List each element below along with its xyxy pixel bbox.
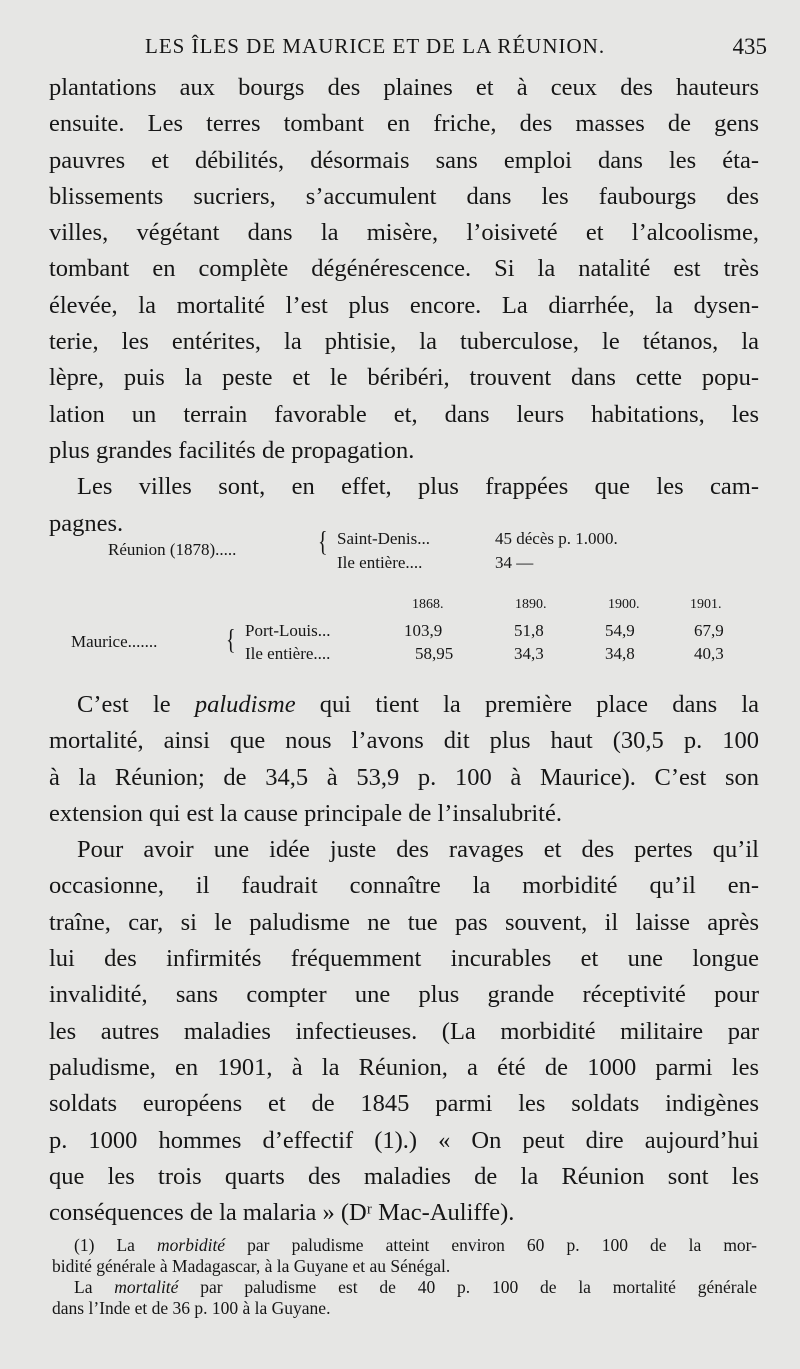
paragraph-3 <box>49 687 759 832</box>
maurice-value: 58,95 <box>415 644 454 663</box>
body-text-continued <box>49 687 759 1231</box>
text-line: tombant en complète dégénérescence. Si la natalité est très <box>49 255 759 283</box>
paragraph-1 <box>49 70 759 469</box>
text-line: lui des infirmités fréquemment incurables et une longue <box>49 945 759 973</box>
text-line: à la Réunion; de 34,5 à 53,9 p. 100 à Maurice). C’est son <box>49 763 759 791</box>
text-line: soldats européens et de 1845 parmi les soldats indigènes <box>49 1090 759 1118</box>
reunion-place: Ile entière.... <box>337 553 423 572</box>
text-line: élevée, la mortalité l’est plus encore. La diarrhée, la dysen- <box>49 291 759 319</box>
text-line: lation un terrain favorable et, dans leurs habitations, les <box>49 400 759 428</box>
year-header: 1900. <box>608 597 640 612</box>
maurice-place: Ile entière.... <box>245 644 331 663</box>
maurice-value: 67,9 <box>694 621 724 640</box>
text-line: mortalité, ainsi que nous l’avons dit plus haut (30,5 p. 100 <box>49 727 759 755</box>
maurice-value: 51,8 <box>514 621 544 640</box>
text-line: paludisme, en 1901, à la Réunion, a été de 1000 parmi les <box>49 1053 759 1081</box>
brace-glyph: { <box>318 527 328 559</box>
text-line: Les villes sont, en effet, plus frappées que les cam- <box>77 473 759 501</box>
maurice-place: Port-Louis... <box>245 621 331 640</box>
text-line: plantations aux bourgs des plaines et à ceux des hauteurs <box>49 74 759 101</box>
year-header: 1901. <box>690 597 722 612</box>
maurice-value: 34,3 <box>514 644 544 663</box>
year-header: 1868. <box>412 597 444 612</box>
page-number: 435 <box>732 34 767 59</box>
text-line: que les trois quarts des maladies de la Réunion sont les <box>49 1162 759 1190</box>
text-line: extension qui est la cause principale de l’insalubrité. <box>49 799 562 827</box>
footnote-line: (1) La morbidité par paludisme atteint environ 60 p. 100 de la mor- <box>74 1235 757 1255</box>
text-line: villes, végétant dans la misère, l’oisiveté et l’alcoolisme, <box>49 219 759 247</box>
maurice-value: 40,3 <box>694 644 724 663</box>
maurice-value: 54,9 <box>605 621 635 640</box>
body-text <box>49 70 759 542</box>
page-header <box>55 32 767 66</box>
footnotes <box>52 1235 757 1319</box>
text-line: lèpre, puis la peste et le béribéri, trouvent dans cette popu- <box>49 364 759 392</box>
text-line: pauvres et débilités, désormais sans emploi dans les éta- <box>49 146 759 174</box>
text-line: pagnes. <box>49 509 124 537</box>
reunion-value: 45 décès p. 1.000. <box>495 529 618 548</box>
footnote-line: La mortalité par paludisme est de 40 p. 100 de la mortalité générale <box>74 1277 757 1297</box>
emphasis: paludisme <box>194 691 296 718</box>
maurice-value: 34,8 <box>605 644 635 663</box>
reunion-value: 34 — <box>495 553 534 572</box>
text-line: terie, les entérites, la phtisie, la tuberculose, le tétanos, la <box>49 328 759 356</box>
text-line: invalidité, sans compter une plus grande réceptivité pour <box>49 981 759 1009</box>
text-line: C’est le paludisme qui tient la première place dans la <box>77 691 760 718</box>
text-line: p. 1000 hommes d’effectif (1).) « On peut dire aujourd’hui <box>49 1126 759 1154</box>
paragraph-4 <box>49 832 759 1231</box>
text-line: Pour avoir une idée juste des ravages et des pertes qu’il <box>77 836 759 864</box>
text-line: conséquences de la malaria » (Dʳ Mac-Auliffe). <box>49 1199 515 1227</box>
footnote-line: dans l’Inde et de 36 p. 100 à la Guyane. <box>52 1298 331 1318</box>
maurice-label: Maurice....... <box>71 632 158 651</box>
brace-glyph: { <box>226 625 236 657</box>
text-line: blissements sucriers, s’accumulent dans les faubourgs des <box>49 182 759 210</box>
year-header: 1890. <box>515 597 547 612</box>
emphasis: morbidité <box>157 1235 226 1255</box>
text-line: les autres maladies infectieuses. (La morbidité militaire par <box>49 1017 759 1045</box>
reunion-label: Réunion (1878)..... <box>108 540 237 559</box>
text-line: plus grandes facilités de propagation. <box>49 436 415 464</box>
text-line: occasionne, il faudrait connaître la morbidité qu’il en- <box>49 872 759 900</box>
footnote-line: bidité générale à Madagascar, à la Guyane et au Sénégal. <box>52 1256 451 1276</box>
text-line: ensuite. Les terres tombant en friche, des masses de gens <box>49 110 759 138</box>
maurice-value: 103,9 <box>404 621 443 640</box>
text-line: traîne, car, si le paludisme ne tue pas souvent, il laisse après <box>49 908 759 936</box>
reunion-place: Saint-Denis... <box>337 529 431 548</box>
emphasis: mortalité <box>114 1277 179 1297</box>
running-title: LES ÎLES DE MAURICE ET DE LA RÉUNION. <box>145 34 606 58</box>
